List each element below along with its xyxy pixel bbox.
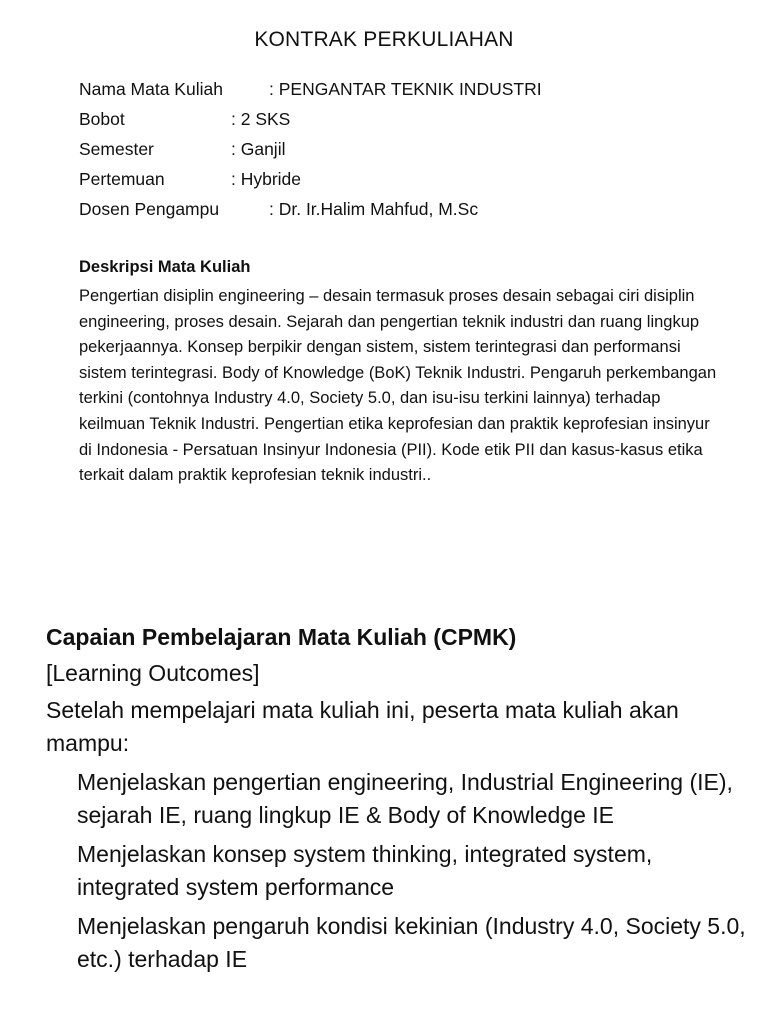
cpmk-intro: Setelah mempelajari mata kuliah ini, peserta mata kuliah akan mampu:	[46, 697, 679, 756]
lecturer-value: : Dr. Ir.Halim Mahfud, M.Sc	[269, 199, 479, 219]
credit-label: Bobot	[79, 109, 125, 129]
learning-outcomes-section	[46, 620, 746, 982]
lecturer-label: Dosen Pengampu	[79, 199, 220, 219]
semester-label: Semester	[79, 139, 154, 159]
outcome-item: Menjelaskan konsep system thinking, integrated system, integrated system performance	[77, 841, 653, 900]
outcome-list	[46, 766, 746, 976]
description-body: Pengertian disiplin engineering – desain termasuk proses desain sebagai ciri disiplin engineering, proses desain. Sejarah dan pengertian teknik industri dan ruang lingkup pekerjaannya. Konsep berpikir dengan sistem, sistem terintegrasi dan performansi sistem terintegrasi. Body of Knowledge (BoK) Teknik Industri. Pengaruh perkembangan terkini (contohnya Industry 4.0, Society 5.0, dan isu-isu terkini lainnya) terhadap keilmuan Teknik Industri. Pengertian etika keprofesian dan praktik keprofesian insinyur di Indonesia - Persatuan Insinyur Indonesia (PII). Kode etik PII dan kasus-kasus etika terkait dalam praktik keprofesian teknik industri..	[79, 287, 717, 485]
semester-value: : Ganjil	[231, 139, 286, 159]
meeting-value: : Hybride	[231, 169, 302, 189]
course-description	[79, 256, 719, 489]
outcome-item: Menjelaskan pengertian engineering, Industrial Engineering (IE), sejarah IE, ruang lingkup IE & Body of Knowledge IE	[77, 769, 733, 828]
cpmk-heading: Capaian Pembelajaran Mata Kuliah (CPMK)	[46, 624, 517, 650]
document-title: KONTRAK PERKULIAHAN	[254, 28, 514, 51]
course-name-label: Nama Mata Kuliah	[79, 79, 223, 99]
cpmk-subheading: [Learning Outcomes]	[46, 660, 260, 686]
course-name-value: : PENGANTAR TEKNIK INDUSTRI	[269, 79, 542, 99]
credit-value: : 2 SKS	[231, 109, 291, 129]
meeting-label: Pertemuan	[79, 169, 165, 189]
outcome-item: Menjelaskan pengaruh kondisi kekinian (Industry 4.0, Society 5.0, etc.) terhadap IE	[77, 913, 746, 972]
description-heading: Deskripsi Mata Kuliah	[79, 258, 251, 276]
